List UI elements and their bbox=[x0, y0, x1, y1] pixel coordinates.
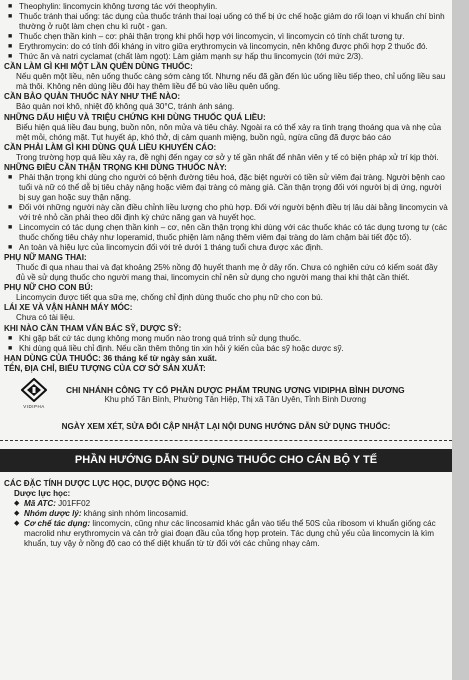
text-driving: Chưa có tài liệu. bbox=[16, 313, 75, 323]
interaction-item: ■ Thuốc tránh thai uống: tác dụng của thuốc tránh thai loại uống có thể bị ức chế hoặc giảm do rối loạn vi khuẩn chí bình thường ở ruột làm chẹn chu kì ruột - gan. bbox=[8, 12, 445, 32]
consult-item: ■ Khi dùng quá liều chỉ định. Nếu cần thêm thông tin xin hỏi ý kiến của bác sỹ hoặc dược sỹ. bbox=[8, 343, 344, 353]
heading-driving: LÁI XE VÀ VẬN HÀNH MÁY MÓC: bbox=[4, 303, 133, 313]
bullet-icon: ■ bbox=[8, 173, 13, 181]
vidipha-logo-icon bbox=[21, 378, 47, 402]
professional-section-banner: PHẦN HƯỚNG DẪN SỬ DỤNG THUỐC CHO CÁN BỘ Y TẾ bbox=[0, 449, 452, 472]
heading-precautions: NHỮNG ĐIỀU CẦN THẬN TRỌNG KHI DÙNG THUỐC NÀY: bbox=[4, 162, 227, 172]
diamond-bullet-icon: ◆ bbox=[14, 499, 20, 507]
precaution-item: ■ Lincomycin có tác dụng chẹn thần kinh – cơ, nên cần thận trọng khi dùng với các thuốc khác có tác dụng tương tự (các thuốc chống tiêu chảy như loperamid, thuốc phiện làm nặng thêm viêm đại tràng do làm chậm bài tiết độc tố). bbox=[8, 223, 448, 243]
precaution-item: ■ Đối với những người này cần điều chỉnh liều lượng cho phù hợp. Đối với người bệnh điều trị lâu dài bằng lincomycin và với trẻ nhỏ cần phải theo dõi định kỳ chức năng gan và huyết học. bbox=[8, 202, 448, 222]
heading-storage: CẦN BẢO QUẢN THUỐC NÀY NHƯ THẾ NÀO: bbox=[4, 92, 181, 102]
diamond-bullet-icon: ◆ bbox=[14, 519, 20, 527]
interaction-item: ■ Theophylin: lincomycin không tương tác với theophylin. bbox=[8, 2, 218, 11]
precaution-item: ■ Phải thận trọng khi dùng cho người có bệnh đường tiêu hoá, đặc biệt người có tiền sử viêm đại tràng. Người bệnh cao tuổi và nữ có thể dễ bị tiêu chảy nặng hoặc viêm đại tràng có màng giả. Cần thận trọng đối với người bị dị ứng, người bị suy gan hoặc suy thận nặng. bbox=[8, 172, 445, 202]
interaction-item: ■ Erythromycin: do có tính đối kháng in vitro giữa erythromycin và lincomycin, nên không được phối hợp 2 thuốc đó. bbox=[8, 42, 428, 52]
company-name: CHI NHÁNH CÔNG TY CỔ PHẦN DƯỢC PHẨM TRUNG ƯƠNG VIDIPHA BÌNH DƯƠNG bbox=[66, 384, 405, 395]
text-storage: Bảo quản nơi khô, nhiệt độ không quá 30°C, tránh ánh sáng. bbox=[16, 102, 235, 112]
logo-caption: VIDIPHA bbox=[23, 403, 45, 409]
heading-overdose-action: CẦN PHẢI LÀM GÌ KHI DÙNG QUÁ LIỀU KHUYẾN CÁO: bbox=[4, 142, 217, 152]
consult-item: ■ Khi gặp bất cứ tác dụng không mong muốn nào trong quá trình sử dụng thuốc. bbox=[8, 333, 302, 343]
bullet-icon: ■ bbox=[8, 344, 13, 352]
bullet-icon: ■ bbox=[8, 33, 13, 41]
mechanism-item: ◆ Cơ chế tác dụng: lincomycin, cũng như các lincosamid khác gắn vào tiểu thể 50S của ribosom vi khuẩn giống các macrolid như erythromycin và cản trở giai đoạn đầu của tổng hợp protein. Tác dụng chủ yếu của lincomycin là kìm khuẩn, tuy vậy ở nồng độ cao có thể diệt khuẩn từ từ đối với các chủng nhạy cảm. bbox=[14, 518, 436, 549]
page-edge bbox=[452, 0, 469, 680]
interaction-item: ■ Thuốc chẹn thần kinh – cơ: phải thận trọng khi phối hợp với lincomycin, vì lincomycin có tính chất tương tự. bbox=[8, 32, 405, 42]
bullet-icon: ■ bbox=[8, 3, 13, 10]
text-overdose-signs: Biểu hiện quá liều đau bụng, buồn nôn, nôn mửa và tiêu chảy. Ngoài ra có thể xảy ra tình trạng thoáng qua và nhẹ của mệt mỏi, chóng mặt. Tụt huyết áp, khó thở, dị cảm quanh miệng, buồn ngủ, ngừa cũng đã được báo cáo bbox=[16, 122, 442, 142]
bullet-icon: ■ bbox=[8, 203, 13, 211]
heading-manufacturer: TÊN, ĐỊA CHỈ, BIỂU TƯỢNG CỦA CƠ SỞ SẢN XUẤT: bbox=[4, 363, 206, 373]
text-overdose-action: Trong trường hợp quá liều xảy ra, đề nghị đến ngay cơ sở y tế gần nhất để nhân viên y tế có biện pháp xử trí kịp thời. bbox=[16, 152, 439, 162]
heading-shelf-life: HẠN DÙNG CỦA THUỐC: 36 tháng kể từ ngày sản xuất. bbox=[4, 353, 217, 363]
pharmacological-group-item: ◆ Nhóm dược lý: kháng sinh nhóm lincosamid. bbox=[14, 508, 189, 518]
precaution-item: ■ An toàn và hiệu lực của lincomycin đối với trẻ dưới 1 tháng tuổi chưa được xác định. bbox=[8, 243, 323, 253]
heading-pharmacology: CÁC ĐẶC TÍNH DƯỢC LỰC HỌC, DƯỢC ĐỘNG HỌC: bbox=[4, 478, 210, 488]
diamond-bullet-icon: ◆ bbox=[14, 509, 20, 517]
leaflet-content bbox=[4, 2, 448, 549]
heading-overdose-signs: NHỮNG DẤU HIỆU VÀ TRIỆU CHỨNG KHI DÙNG THUỐC QUÁ LIỀU: bbox=[4, 112, 266, 122]
section-divider bbox=[0, 440, 452, 441]
bullet-icon: ■ bbox=[8, 43, 13, 51]
text-breastfeeding: Lincomycin được tiết qua sữa mẹ, chống chỉ định dùng thuốc cho phụ nữ cho con bú. bbox=[16, 293, 323, 303]
bullet-icon: ■ bbox=[8, 334, 13, 342]
heading-missed-dose: CẦN LÀM GÌ KHI MỘT LẦN QUÊN DÙNG THUỐC: bbox=[4, 62, 193, 72]
bullet-icon: ■ bbox=[8, 224, 13, 232]
company-info bbox=[66, 385, 405, 405]
heading-consult: KHI NÀO CẦN THAM VẤN BÁC SỸ, DƯỢC SỸ: bbox=[4, 323, 182, 333]
heading-breastfeeding: PHỤ NỮ CHO CON BÚ: bbox=[4, 283, 93, 293]
bullet-icon: ■ bbox=[8, 53, 13, 61]
interaction-item: ■ Thức ăn và natri cyclamat (chất làm ngọt): Làm giảm mạnh sự hấp thu lincomycin (tới mức 2/3). bbox=[8, 52, 364, 62]
heading-pregnancy: PHỤ NỮ MANG THAI: bbox=[4, 253, 87, 263]
text-missed-dose: Nếu quên một liều, nên uống thuốc càng sớm càng tốt. Nhưng nếu đã gần đến lúc uống liều tiếp theo, chỉ uống liều sau mà thôi. Không nên dùng liều đôi hay thêm liều để bù vào liều quên uống. bbox=[16, 72, 446, 92]
bullet-icon: ■ bbox=[8, 13, 13, 21]
atc-item: ◆ Mã ATC: J01FF02 bbox=[14, 498, 91, 508]
subheading-pharmacodynamics: Dược lực học: bbox=[14, 488, 71, 498]
text-pregnancy: Thuốc đi qua nhau thai và đạt khoảng 25% nồng độ huyết thanh mẹ ở dây rốn. Chưa có nghiên cứu có kiểm soát đầy đủ về sử dụng thuốc cho người mang thai, lincomycin chỉ nên sử dụng cho người mang thai khi thật cần thiết. bbox=[16, 263, 438, 283]
company-address: Khu phố Tân Bình, Phường Tân Hiệp, Thị xã Tân Uyên, Tỉnh Bình Dương bbox=[104, 394, 367, 404]
bullet-icon: ■ bbox=[8, 244, 13, 252]
revision-date-label: NGÀY XEM XÉT, SỬA ĐỔI CẬP NHẬT LẠI NỘI DUNG HƯỚNG DẪN SỬ DỤNG THUỐC: bbox=[61, 421, 391, 431]
vidipha-logo bbox=[14, 378, 54, 412]
manufacturer-block bbox=[14, 378, 448, 412]
